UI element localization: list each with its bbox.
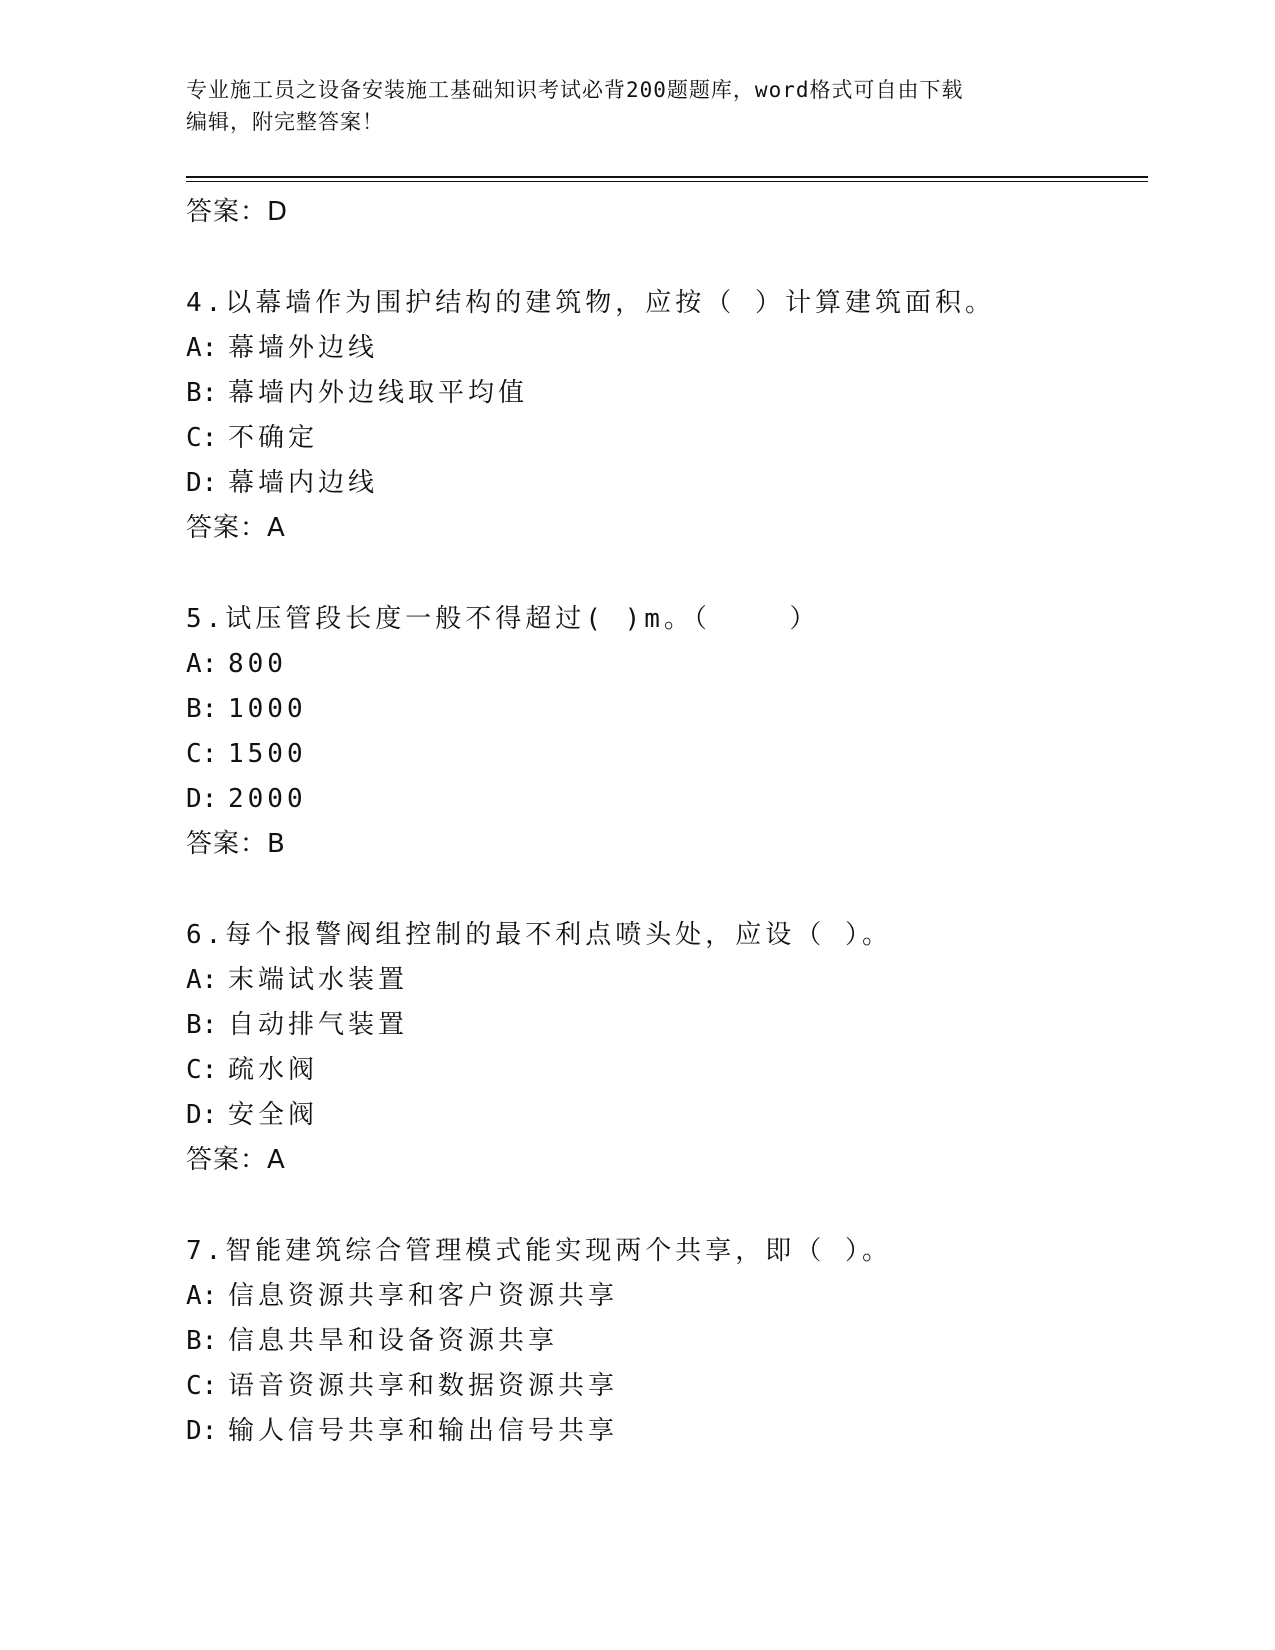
option-c xyxy=(186,416,1146,461)
option-letter: B: xyxy=(186,1326,218,1356)
option-d xyxy=(186,1409,1146,1454)
option-letter: C: xyxy=(186,739,218,769)
option-a xyxy=(186,1274,1146,1319)
header-line-1: 专业施工员之设备安装施工基础知识考试必背200题题库，word格式可自由下载 xyxy=(186,78,964,102)
option-a xyxy=(186,326,1146,371)
header-rule-thin xyxy=(186,181,1148,182)
question-text: 6.每个报警阀组控制的最不利点喷头处，应设（ ）。 xyxy=(186,920,892,950)
answer-line: 答案：A xyxy=(186,1145,286,1175)
option-letter: D: xyxy=(186,1100,218,1130)
question-text: 4.以幕墙作为围护结构的建筑物，应按（ ）计算建筑面积。 xyxy=(186,288,995,318)
question-block xyxy=(186,913,1146,1183)
option-text: 疏水阀 xyxy=(228,1055,319,1085)
option-letter: C: xyxy=(186,1055,218,1085)
option-a xyxy=(186,642,1146,687)
question-text: 7.智能建筑综合管理模式能实现两个共享，即（ ）。 xyxy=(186,1236,892,1266)
option-text: 语音资源共享和数据资源共享 xyxy=(228,1371,619,1401)
option-text: 幕墙内边线 xyxy=(228,468,379,498)
option-text: 末端试水装置 xyxy=(228,965,409,995)
option-c xyxy=(186,1048,1146,1093)
option-letter: D: xyxy=(186,784,218,814)
option-a xyxy=(186,958,1146,1003)
option-letter: A: xyxy=(186,333,218,363)
option-letter: B: xyxy=(186,1010,218,1040)
answer-line: 答案：A xyxy=(186,513,286,543)
option-letter: B: xyxy=(186,378,218,408)
option-letter: D: xyxy=(186,1416,218,1446)
option-letter: D: xyxy=(186,468,218,498)
option-b xyxy=(186,371,1146,416)
option-text: 信息资源共享和客户资源共享 xyxy=(228,1281,619,1311)
answer-line: 答案：D xyxy=(186,197,289,227)
option-text: 800 xyxy=(228,649,287,679)
option-letter: C: xyxy=(186,423,218,453)
option-text: 幕墙外边线 xyxy=(228,333,379,363)
document-header xyxy=(186,74,1086,138)
question-list xyxy=(186,190,1146,1454)
question-block xyxy=(186,1229,1146,1454)
question-text: 5.试压管段长度一般不得超过( )m。（ ） xyxy=(186,604,820,634)
option-text: 输人信号共享和输出信号共享 xyxy=(228,1416,619,1446)
option-text: 2000 xyxy=(228,784,307,814)
question-block xyxy=(186,597,1146,867)
option-b xyxy=(186,1003,1146,1048)
option-letter: B: xyxy=(186,694,218,724)
option-letter: A: xyxy=(186,649,218,679)
option-text: 信息共旱和设备资源共享 xyxy=(228,1326,559,1356)
option-c xyxy=(186,732,1146,777)
option-text: 不确定 xyxy=(228,423,319,453)
option-text: 1500 xyxy=(228,739,307,769)
header-line-2: 编辑，附完整答案！ xyxy=(186,110,384,134)
option-text: 幕墙内外边线取平均值 xyxy=(228,378,529,408)
option-d xyxy=(186,777,1146,822)
option-b xyxy=(186,687,1146,732)
option-letter: A: xyxy=(186,1281,218,1311)
option-text: 安全阀 xyxy=(228,1100,319,1130)
option-text: 1000 xyxy=(228,694,307,724)
option-d xyxy=(186,1093,1146,1138)
answer-line: 答案：B xyxy=(186,829,286,859)
option-d xyxy=(186,461,1146,506)
question-block xyxy=(186,281,1146,551)
option-letter: C: xyxy=(186,1371,218,1401)
option-letter: A: xyxy=(186,965,218,995)
option-b xyxy=(186,1319,1146,1364)
header-rule-thick xyxy=(186,176,1148,178)
option-c xyxy=(186,1364,1146,1409)
option-text: 自动排气装置 xyxy=(228,1010,409,1040)
